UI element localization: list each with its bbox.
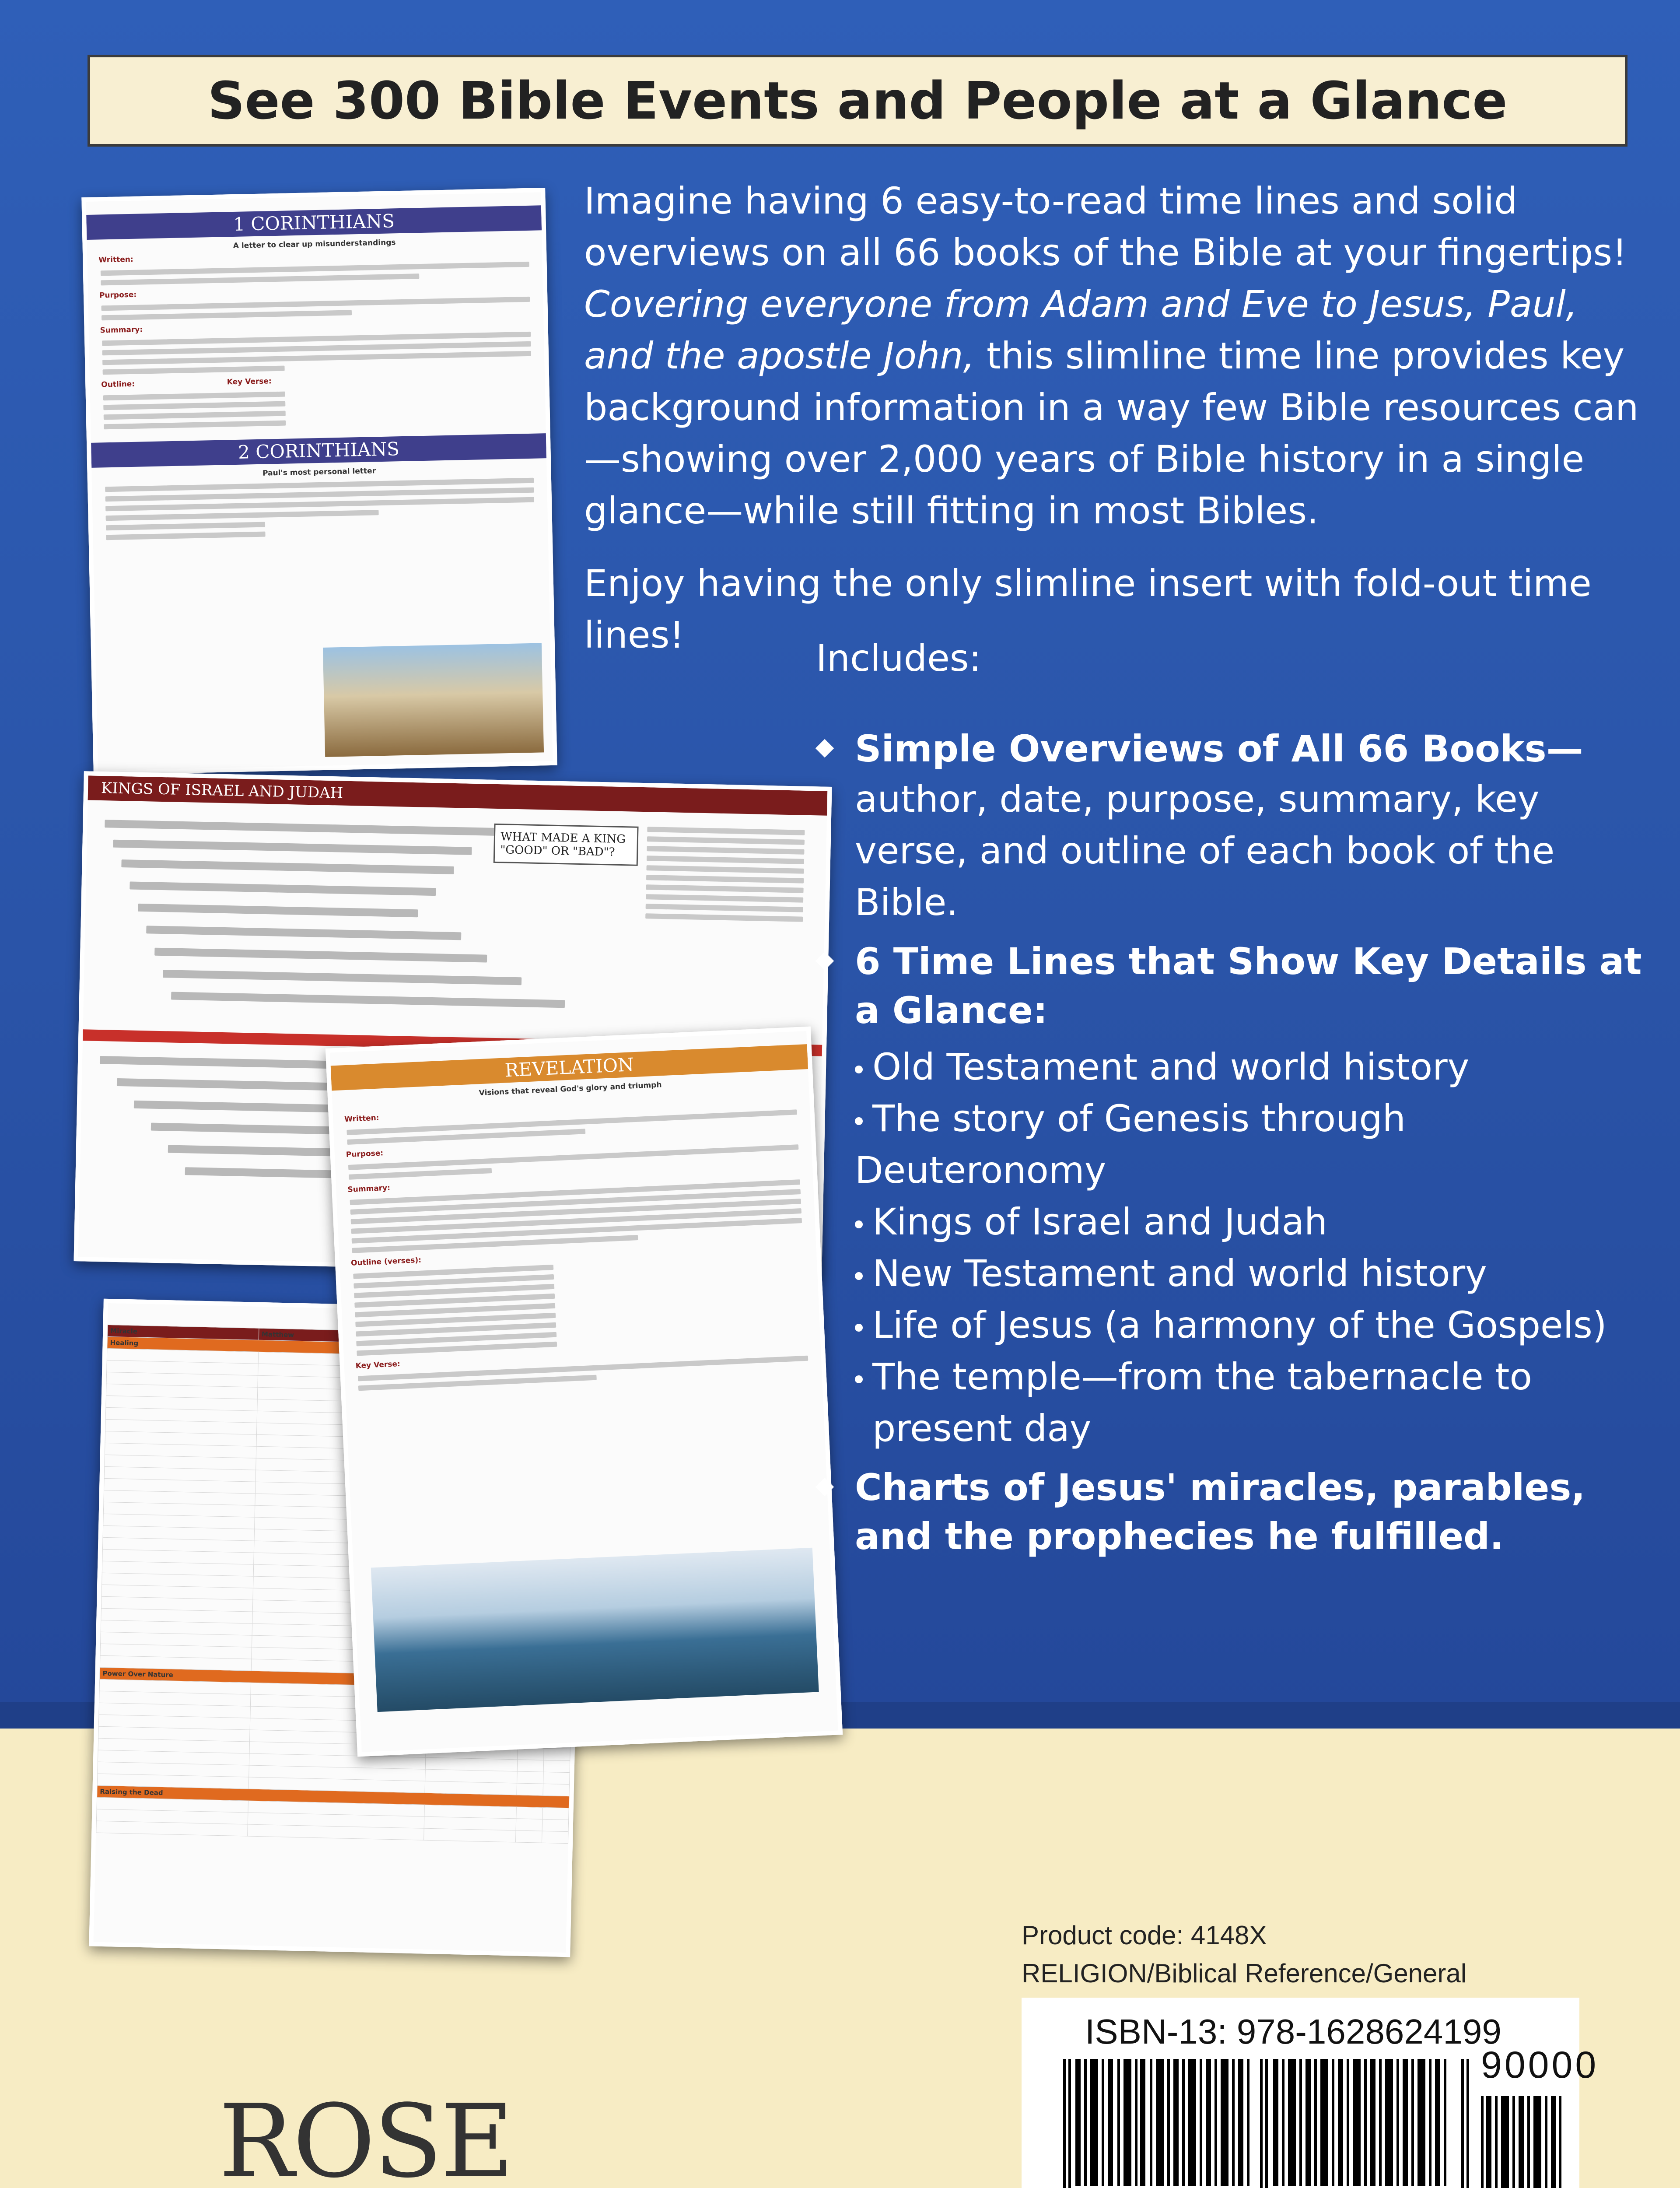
feature-item: [818, 937, 1649, 1454]
description-rest: this slimline time line provides key background information in a way few Bible resources can—showing over 2,000 years of Bible history in a single glance—while still fitting in most Bibles.: [584, 334, 1639, 532]
table-header: Matthew: [259, 1328, 435, 1344]
label-key-verse: Key Verse:: [355, 1359, 401, 1371]
table-section: Raising the Dead: [97, 1785, 569, 1808]
headline-banner: [88, 55, 1628, 147]
placeholder-text-lines: [89, 332, 544, 375]
bullet-dot-icon: [855, 1117, 863, 1125]
label-purpose: Purpose:: [99, 290, 137, 300]
bullet-dot-icon: [855, 1375, 863, 1383]
table-header: Miracle: [107, 1325, 259, 1340]
label-outline: Outline:: [101, 380, 135, 389]
label-key-verse: Key Verse:: [227, 377, 272, 387]
description-text: [584, 175, 1643, 661]
barcode-addon-bars: [1481, 2096, 1562, 2188]
feature-title: Simple Overviews of All 66 Books—: [855, 727, 1583, 770]
description-italic: Covering everyone from Adam and Eve to Jesus, Paul, and the apostle John,: [584, 283, 1578, 377]
rose-publishing-logo: [219, 2083, 513, 2188]
timeline-item: Kings of Israel and Judah: [872, 1200, 1328, 1243]
page-subheading: Paul's most personal letter: [262, 466, 376, 478]
feature-title: 6 Time Lines that Show Key Details at a Glance:: [855, 940, 1642, 1032]
label-outline: Outline (verses):: [350, 1255, 422, 1268]
description-fold-out: Enjoy having the only slimline insert with fold-out time lines!: [584, 562, 1592, 656]
description-intro: Imagine having 6 easy-to-read time lines and solid overviews on all 66 books of the Bible at your fingertips!: [584, 179, 1627, 274]
page-heading-2-corinthians: 2 CORINTHIANS: [91, 433, 546, 468]
timeline-item: New Testament and world history: [872, 1252, 1487, 1295]
product-category: RELIGION/Biblical Reference/General: [1022, 1959, 1467, 1988]
logo-wordmark: ROSE: [219, 2083, 513, 2188]
bullet-dot-icon: [855, 1220, 863, 1228]
label-written: Written:: [344, 1113, 379, 1124]
feature-list: [818, 724, 1649, 1561]
feature-title: Charts of Jesus' miracles, parables, and the prophecies he fulfilled.: [855, 1466, 1586, 1558]
timeline-list: [855, 1041, 1649, 1454]
placeholder-text-lines: [90, 386, 546, 430]
feature-detail: author, date, purpose, summary, key verse, and outline of each book of the Bible.: [855, 778, 1555, 924]
table-section: Power Over Nature: [100, 1667, 572, 1690]
placeholder-text-lines: [340, 1252, 820, 1356]
page-heading-1-corinthians: 1 CORINTHIANS: [86, 205, 542, 240]
timeline-item: Life of Jesus (a harmony of the Gospels): [872, 1304, 1607, 1346]
product-code: Product code: 4148X: [1022, 1921, 1267, 1950]
placeholder-text-lines: [632, 822, 818, 927]
label-purpose: Purpose:: [346, 1148, 384, 1159]
photo-island-patmos: [371, 1548, 819, 1712]
headline-title: See 300 Bible Events and People at a Glance: [207, 70, 1508, 131]
barcode-addon-digits: 90000: [1481, 2044, 1599, 2086]
page-subheading: Visions that reveal God's glory and triumph: [479, 1080, 662, 1098]
bullet-dot-icon: [855, 1324, 863, 1332]
placeholder-text-lines: [92, 477, 548, 540]
timeline-item: The story of Genesis through Deuteronomy: [855, 1097, 1406, 1192]
table-section: Healing: [107, 1336, 579, 1359]
includes-label: Includes:: [816, 637, 981, 680]
timeline-item: The temple—from the tabernacle to present day: [872, 1355, 1532, 1450]
feature-item: [818, 724, 1649, 928]
isbn-label: ISBN-13: 978-1628624199: [1085, 2012, 1502, 2051]
page-subheading: A letter to clear up misunderstandings: [233, 238, 396, 251]
sidebar-box-good-bad-king: WHAT MADE A KING "GOOD" OR "BAD"?: [494, 824, 639, 866]
timeline-item: Old Testament and world history: [872, 1045, 1470, 1088]
label-summary: Summary:: [100, 325, 143, 335]
bullet-dot-icon: [855, 1066, 863, 1073]
bullet-dot-icon: [855, 1272, 863, 1280]
barcode-bars: [1063, 2059, 1470, 2188]
label-written: Written:: [98, 255, 133, 265]
page-heading-kings: KINGS OF ISRAEL AND JUDAH: [88, 775, 828, 815]
photo-temple-ruins: [323, 643, 544, 757]
barcode: [1022, 1998, 1599, 2188]
sample-page-revelation: [326, 1027, 843, 1757]
feature-item: [818, 1463, 1649, 1561]
label-summary: Summary:: [347, 1183, 391, 1195]
sample-page-corinthians: [81, 188, 557, 775]
page-heading-revelation: REVELATION: [331, 1044, 808, 1090]
